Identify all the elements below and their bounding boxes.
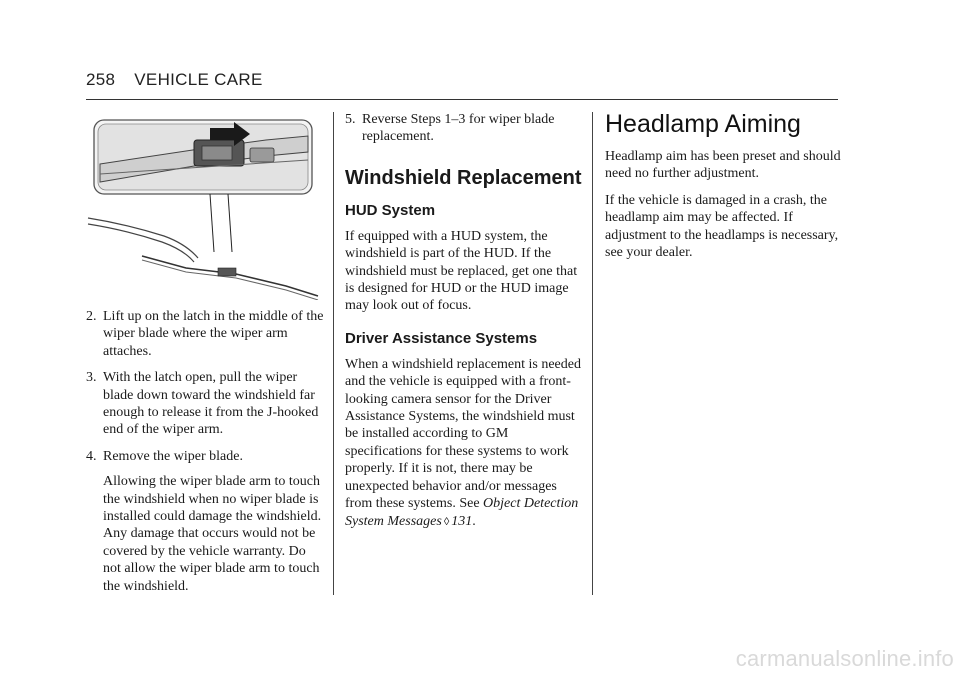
page-header: [86, 70, 263, 90]
watermark: carmanualsonline.info: [735, 646, 954, 671]
das-end: .: [472, 513, 476, 529]
headlamp-paragraph-2: If the vehicle is damaged in a crash, the headlamp aim may be affected. If adjustment to the headlamps is necessary, see your dealer.: [605, 192, 839, 261]
driver-assistance-heading: Driver Assistance Systems: [345, 329, 538, 347]
step-text: With the latch open, pull the wiper blade down toward the windshield far enough to release it from the J-hooked end of the wiper arm.: [103, 370, 319, 438]
column-divider-1: [333, 112, 334, 595]
das-text: When a windshield replacement is needed and the vehicle is equipped with a front-looking camera sensor for the Driver Assistance Systems, the windshield must be installed according to GM specifications for these systems to work properly. If it is not, there may be unexpected behavior and/or messages from these systems. See: [345, 356, 581, 512]
step-3: [86, 369, 326, 439]
column-3: [605, 110, 841, 270]
header-rule: [86, 99, 838, 100]
hud-paragraph: If equipped with a HUD system, the windshield is part of the HUD. If the windshield must be replaced, get one that is designed for HUD or the HUD image may look out of focus.: [345, 228, 578, 314]
headlamp-aiming-heading: Headlamp Aiming: [605, 110, 801, 138]
step-4: [86, 448, 326, 595]
step-5: [345, 111, 583, 146]
step-number: 5.: [345, 112, 356, 127]
driver-assistance-paragraph: [345, 356, 583, 531]
step-number: 2.: [86, 309, 97, 324]
step-number: 4.: [86, 448, 97, 464]
step-number: 3.: [86, 370, 97, 386]
step-text: Lift up on the latch in the middle of the wiper blade where the wiper arm attaches.: [103, 309, 324, 359]
page-number: 258: [86, 70, 116, 89]
object-detection-link[interactable]: Object Detection System Messages: [345, 496, 579, 529]
step-4-note: Allowing the wiper blade arm to touch the windshield when no wiper blade is installed could damage the windshield. Any damage that occurs would not be covered by the vehicle warranty. Do not allow the wiper blade arm to touch the windshield.: [103, 474, 322, 594]
step-text: Reverse Steps 1–3 for wiper blade replacement.: [362, 112, 555, 145]
wiper-blade-illustration: [86, 112, 320, 300]
page-ref-icon: ◊: [443, 515, 450, 528]
column-divider-2: [592, 112, 593, 595]
windshield-replacement-heading: Windshield Replacement: [345, 166, 582, 189]
section-title: VEHICLE CARE: [134, 70, 263, 89]
step-text: Remove the wiper blade.: [103, 448, 243, 464]
step-2: [86, 308, 326, 360]
column-1: [86, 308, 326, 604]
page-reference[interactable]: 131: [451, 513, 473, 529]
column-2: [345, 111, 583, 540]
hud-system-heading: HUD System: [345, 201, 436, 219]
headlamp-paragraph-1: Headlamp aim has been preset and should need no further adjustment.: [605, 149, 841, 182]
